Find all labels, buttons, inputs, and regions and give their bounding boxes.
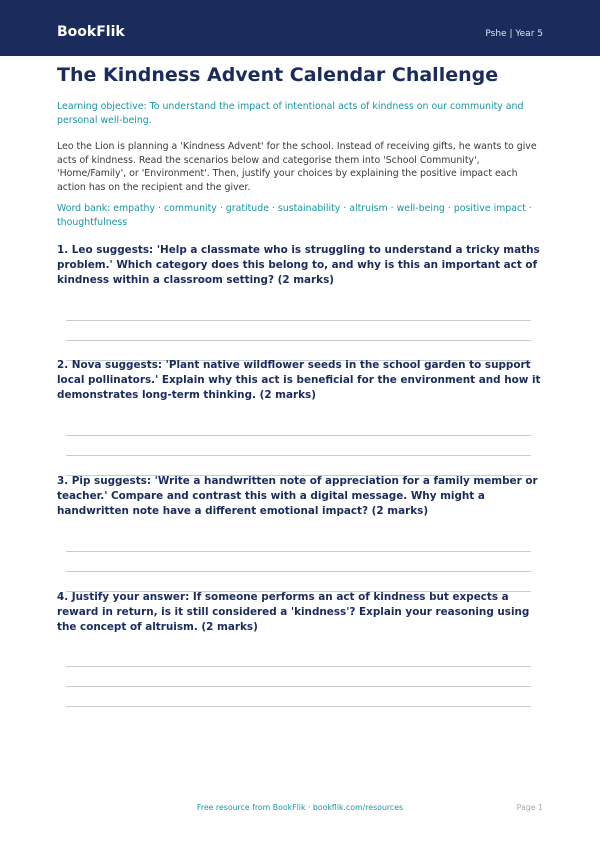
learning-objective: Learning objective: To understand the impact of intentional acts of kindness on our community and personal well-being. (57, 101, 524, 126)
answer-line[interactable] (66, 455, 531, 456)
question-3: 3. Pip suggests: 'Write a handwritten note of appreciation for a family member or teacher.' Compare and contrast this with a digital message. Why might a handwritten note have a different emotional impact? (2 marks) (57, 475, 538, 517)
brand-logo-text[interactable]: BookFlik (57, 24, 125, 40)
subject-year-label: Pshe | Year 5 (485, 29, 543, 39)
answer-line[interactable] (66, 551, 531, 552)
answer-line[interactable] (66, 686, 531, 687)
answer-line[interactable] (66, 435, 531, 436)
worksheet-title: The Kindness Advent Calendar Challenge (57, 64, 499, 86)
answer-line[interactable] (66, 706, 531, 707)
answer-line[interactable] (66, 340, 531, 341)
page-number: Page 1 (516, 803, 543, 812)
answer-line[interactable] (66, 666, 531, 667)
word-bank: Word bank: empathy · community · gratitude · sustainability · altruism · well-being · positive impact · thoughtfulness (57, 203, 532, 228)
answer-line[interactable] (66, 320, 531, 321)
question-2: 2. Nova suggests: 'Plant native wildflower seeds in the school garden to support local pollinators.' Explain why this act is beneficial for the environment and how it demonstrates long-term thinking. (2 marks) (57, 359, 541, 401)
header-bar (0, 0, 600, 56)
question-4: 4. Justify your answer: If someone performs an act of kindness but expects a reward in return, is it still considered a 'kindness'? Explain your reasoning using the concept of altruism. (2 marks) (57, 591, 530, 633)
intro-paragraph: Leo the Lion is planning a 'Kindness Advent' for the school. Instead of receiving gifts, he wants to give acts of kindness. Read the scenarios below and categorise them into 'School Community', 'Home/Family', or 'Environment'. Then, justify your choices by explaining the positive impact each action has on the recipient and the giver. (57, 141, 537, 193)
question-1: 1. Leo suggests: 'Help a classmate who is struggling to understand a tricky maths problem.' Which category does this belong to, and why is this an important act of kindness within a classroom setting? (2 marks) (57, 244, 540, 286)
footer-resource-link[interactable]: Free resource from BookFlik · bookflik.com/resources (196, 803, 404, 812)
answer-line[interactable] (66, 571, 531, 572)
worksheet-intro (57, 63, 543, 229)
